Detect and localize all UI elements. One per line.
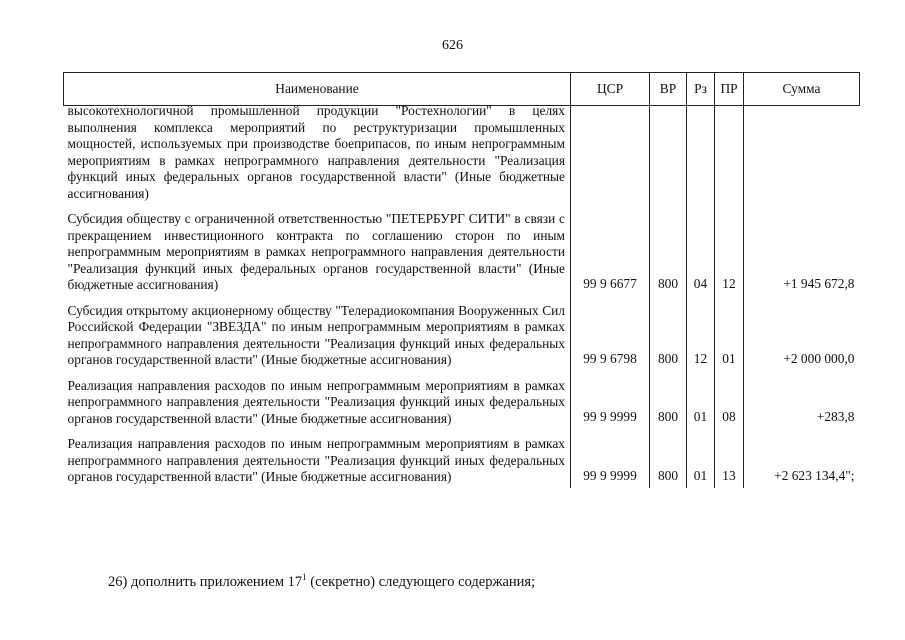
- row-vr: [650, 106, 687, 205]
- page-number: 626: [442, 38, 463, 53]
- table-row: [64, 106, 860, 205]
- row-name: Субсидия открытому акционерному обществу "Телерадиокомпания Вооруженных Сил Российской Федерации "ЗВЕЗДА" по иным непрограммным мероприятиям в рамках непрограммного направления деятельности "Реализация функций иных федеральных органов государственной власти" (Иные бюджетные ассигнования): [67, 302, 565, 367]
- row-name: высокотехнологичной промышленной продукции "Ростехнологии" в целях выполнения комплекса мероприятий по реструктуризации промышленных мощностей, используемых при производстве боеприпасов, по иным непрограммным мероприятиям в рамках непрограммного направления деятельности "Реализация функций иных федеральных органов государственной власти" (Иные бюджетные ассигнования): [67, 103, 565, 201]
- row-rz: [687, 106, 715, 205]
- row-pr: 12: [715, 204, 744, 296]
- budget-table-container: [63, 72, 859, 488]
- row-vr: 800: [650, 296, 687, 371]
- amendment-superscript: 1: [302, 572, 307, 583]
- header-sum: Сумма: [744, 73, 860, 106]
- table-row: [64, 429, 860, 488]
- row-pr: 01: [715, 296, 744, 371]
- row-sum: +2 623 134,4";: [744, 429, 860, 488]
- row-sum: +283,8: [744, 371, 860, 430]
- row-rz: 01: [687, 371, 715, 430]
- row-name: Реализация направления расходов по иным непрограммным мероприятиям в рамках непрограммного направления деятельности "Реализация функций иных федеральных органов государственной власти" (Иные бюджетные ассигнования): [67, 377, 565, 426]
- row-csr: 99 9 9999: [571, 371, 650, 430]
- table-row: [64, 204, 860, 296]
- row-sum: +2 000 000,0: [744, 296, 860, 371]
- row-vr: 800: [650, 371, 687, 430]
- amendment-paragraph: [108, 574, 535, 591]
- row-pr: [715, 106, 744, 205]
- row-csr: 99 9 6677: [571, 204, 650, 296]
- header-csr: ЦСР: [571, 73, 650, 106]
- amendment-text: 26) дополнить приложением 17: [108, 574, 303, 590]
- table-row: [64, 296, 860, 371]
- row-sum: +1 945 672,8: [744, 204, 860, 296]
- row-name: Реализация направления расходов по иным непрограммным мероприятиям в рамках непрограммного направления деятельности "Реализация функций иных федеральных органов государственной власти" (Иные бюджетные ассигнования): [67, 436, 565, 484]
- row-pr: 13: [715, 429, 744, 488]
- header-rz: Рз: [687, 73, 715, 106]
- row-rz: 01: [687, 429, 715, 488]
- header-vr: ВР: [650, 73, 687, 106]
- row-sum: [744, 106, 860, 205]
- row-rz: 12: [687, 296, 715, 371]
- amendment-text-tail: (секретно) следующего содержания;: [306, 574, 536, 590]
- table-row: [64, 371, 860, 430]
- header-pr: ПР: [715, 73, 744, 106]
- row-csr: [571, 106, 650, 205]
- table-header-row: [64, 73, 860, 106]
- row-csr: 99 9 9999: [571, 429, 650, 488]
- row-rz: 04: [687, 204, 715, 296]
- row-pr: 08: [715, 371, 744, 430]
- row-vr: 800: [650, 429, 687, 488]
- row-csr: 99 9 6798: [571, 296, 650, 371]
- header-name: Наименование: [64, 73, 571, 106]
- row-vr: 800: [650, 204, 687, 296]
- row-name: Субсидия обществу с ограниченной ответственностью "ПЕТЕРБУРГ СИТИ" в связи с прекращением инвестиционного контракта по соглашению сторон по иным непрограммным мероприятиям в рамках непрограммного направления деятельности "Реализация функций иных федеральных органов государственной власти" (Иные бюджетные ассигнования): [67, 211, 565, 292]
- budget-table: [63, 72, 860, 488]
